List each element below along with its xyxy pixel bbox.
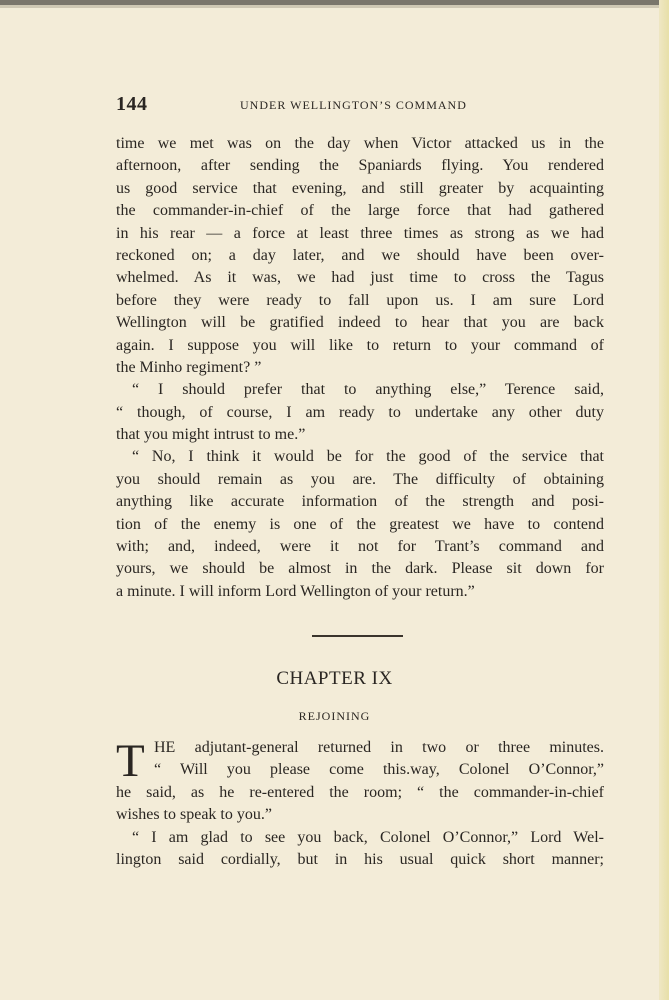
chapter-text	[116, 737, 604, 871]
page-right-edge	[659, 0, 669, 1000]
text-line: the Minho regiment? ”	[116, 358, 262, 376]
text-line: he said, as he re-entered the room; “ the commander-in-chief	[116, 783, 604, 801]
text-line: HE adjutant-general returned in two or three minutes.	[154, 739, 604, 756]
text-line: again. I suppose you will like to return to your command of	[116, 336, 604, 354]
text-line: “ I am glad to see you back, Colonel O’Connor,” Lord Wel-	[132, 828, 604, 846]
text-line: Wellington will be gratified indeed to hear that you are back	[116, 314, 604, 332]
text-line: yours, we should be almost in the dark. Please sit down for	[116, 560, 604, 578]
text-line: afternoon, after sending the Spaniards flying. You rendered	[116, 157, 604, 175]
page-number: 144	[116, 93, 148, 115]
page-top-shadow	[0, 5, 669, 8]
text-line: “ Will you please come this.way, Colonel O’Connor,”	[154, 761, 604, 779]
text-line: with; and, indeed, were it not for Trant’s command and	[116, 538, 604, 556]
text-line: reckoned on; a day later, and we should have been over-	[116, 246, 604, 264]
text-line: “ No, I think it would be for the good of the service that	[132, 448, 604, 466]
page-header	[116, 93, 604, 119]
running-head: UNDER WELLINGTON’S COMMAND	[240, 98, 467, 112]
body-text	[116, 133, 604, 603]
section-divider	[312, 635, 403, 637]
text-line: whelmed. As it was, we had just time to cross the Tagus	[116, 269, 604, 287]
text-line: tion of the enemy is one of the greatest we have to contend	[116, 515, 604, 533]
text-line: “ though, of course, I am ready to undertake any other duty	[116, 403, 604, 421]
text-line: in his rear — a force at least three times as strong as we had	[116, 224, 604, 242]
text-line: that you might intrust to me.”	[116, 426, 306, 444]
text-line: wishes to speak to you.”	[116, 806, 272, 824]
text-line: us good service that evening, and still greater by acquainting	[116, 179, 604, 197]
text-line: lington said cordially, but in his usual quick short manner;	[116, 850, 604, 868]
text-line: anything like accurate information of the strength and posi-	[116, 493, 604, 511]
text-line: the commander-in-chief of the large force that had gathered	[116, 202, 604, 220]
chapter-title: CHAPTER IX	[276, 668, 393, 689]
text-line: before they were ready to fall upon us. I am sure Lord	[116, 291, 604, 309]
text-line: a minute. I will inform Lord Wellington of your return.”	[116, 582, 475, 600]
drop-cap: T	[116, 735, 145, 787]
chapter-subtitle: REJOINING	[298, 709, 371, 723]
text-line: “ I should prefer that to anything else,” Terence said,	[132, 381, 604, 399]
text-line: time we met was on the day when Victor attacked us in the	[116, 135, 604, 152]
text-line: you should remain as you are. The difficulty of obtaining	[116, 470, 604, 488]
